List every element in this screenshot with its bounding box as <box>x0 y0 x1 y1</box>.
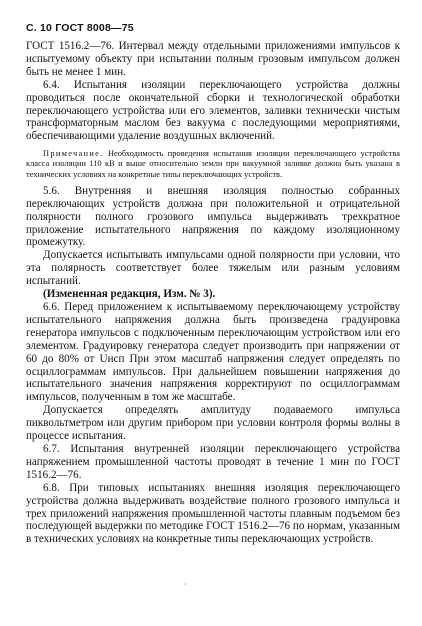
paragraph-polarity: Допускается испытывать импульсами одной полярности при условии, что эта полярность соответствует более тяжелым или разным условиям испытаний. <box>26 249 400 288</box>
paragraph-6-8: 6.8. При типовых испытаниях внешняя изоляция переключающего устройства должна выдерживать воздействие полного грозового импульса и трех приложений напряжения промышленной частоты плавным подъемом без последующей выдержки по методике ГОСТ 1516.2—76 по нормам, указанным в технических условиях на конкретные типы переключающих устройств. <box>26 481 400 546</box>
paragraph-peak-voltmeter: Допускается определять амплитуду подаваемого импульса пиквольтметром или другим прибором при условии контроля формы волны в процессе испытания. <box>26 404 400 443</box>
edition-note: (Измененная редакция, Изм. № 3). <box>43 288 216 301</box>
note-text: Необходимость проведения испытания изоляции переключающего устройства класса изоляции 110 кВ и выше относительно земли при вакуумной заливке должна быть указана в технических условиях на конкретные типы переключающих устройств. <box>26 149 400 179</box>
note-block <box>26 149 400 180</box>
paragraph-5-6: 5.6. Внутренняя и внешняя изоляция полностью собранных переключающих устройств должна при положительной и отрицательной полярности полного грозового импульса выдерживать трехкратное приложение испытательного напряжения по каждому изоляционному промежутку. <box>26 184 400 249</box>
note-label: Примечание. <box>43 149 104 159</box>
paragraph-6-6: 6.6. Перед приложением к испытываемому переключающему устройству испытательного напряжения должна быть произведена градуировка генератора импульсов с подключенным переключающим устройством или его элементом. Градуировку генератора следует производить при напряжении от 60 до 80% от Uисп При этом масштаб напряжения следует определять по осциллограммам импульсов. При дальнейшем повышении напряжения до испытательного значения напряжения корректируют по осциллограммам импульсов, полученным в том же масштабе. <box>26 301 400 404</box>
paragraph-6-4: 6.4. Испытания изоляции переключающего устройства должны проводиться после окончательной сборки и технологической обработки переключающего устройства или его элементов, заливки технически чистым трансформаторным маслом без вакуума с последующими мероприятиями, обеспечивающими удаление воздушных включений. <box>26 78 400 143</box>
paragraph-continuation: ГОСТ 1516.2—76. Интервал между отдельными приложениями импульсов к испытуемому объекту при испытании полным грозовым импульсом должен быть не менее 1 мин. <box>26 40 400 78</box>
page-mark: · <box>184 580 187 589</box>
document-page <box>26 22 400 546</box>
paragraph-6-7: 6.7. Испытания внутренней изоляции переключающего устройства напряжением промышленной частоты проводят в течение 1 мин по ГОСТ 1516.2—76. <box>26 442 400 481</box>
page-header: С. 10 ГОСТ 8008—75 <box>26 22 134 34</box>
